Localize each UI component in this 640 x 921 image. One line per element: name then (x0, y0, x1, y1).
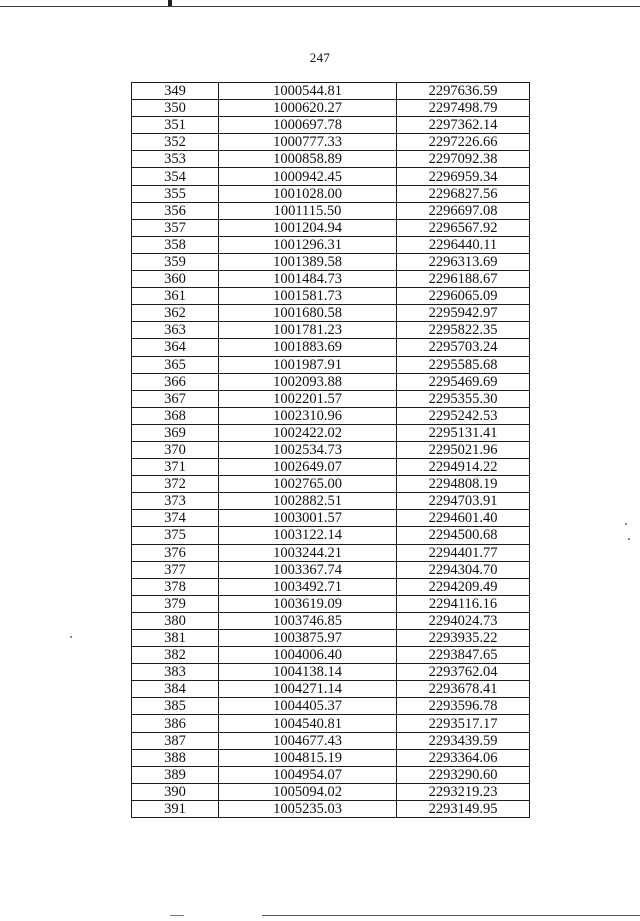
scan-mark (168, 0, 172, 6)
x-coordinate-cell: 1003244.21 (219, 544, 397, 561)
y-coordinate-cell: 2294024.73 (397, 612, 530, 629)
table-row (132, 373, 530, 390)
point-number-cell: 357 (132, 219, 219, 236)
scan-speck (628, 538, 630, 540)
scan-bottom-edge-line (262, 915, 640, 916)
coordinate-table (131, 82, 530, 818)
point-number-cell: 361 (132, 288, 219, 305)
x-coordinate-cell: 1003875.97 (219, 630, 397, 647)
scan-top-edge-line (0, 6, 640, 7)
point-number-cell: 378 (132, 578, 219, 595)
point-number-cell: 385 (132, 698, 219, 715)
x-coordinate-cell: 1000858.89 (219, 151, 397, 168)
x-coordinate-cell: 1003492.71 (219, 578, 397, 595)
point-number-cell: 389 (132, 766, 219, 783)
y-coordinate-cell: 2295703.24 (397, 339, 530, 356)
x-coordinate-cell: 1003619.09 (219, 595, 397, 612)
y-coordinate-cell: 2296567.92 (397, 219, 530, 236)
y-coordinate-cell: 2297226.66 (397, 134, 530, 151)
table-row (132, 236, 530, 253)
x-coordinate-cell: 1001680.58 (219, 305, 397, 322)
y-coordinate-cell: 2294808.19 (397, 476, 530, 493)
table-row (132, 715, 530, 732)
point-number-cell: 376 (132, 544, 219, 561)
table-row (132, 305, 530, 322)
y-coordinate-cell: 2296959.34 (397, 168, 530, 185)
x-coordinate-cell: 1005094.02 (219, 783, 397, 800)
y-coordinate-cell: 2296827.56 (397, 185, 530, 202)
x-coordinate-cell: 1003746.85 (219, 612, 397, 629)
point-number-cell: 352 (132, 134, 219, 151)
y-coordinate-cell: 2293847.65 (397, 647, 530, 664)
x-coordinate-cell: 1003367.74 (219, 561, 397, 578)
table-row (132, 424, 530, 441)
point-number-cell: 354 (132, 168, 219, 185)
table-row (132, 100, 530, 117)
table-row (132, 800, 530, 817)
point-number-cell: 387 (132, 732, 219, 749)
y-coordinate-cell: 2293149.95 (397, 800, 530, 817)
y-coordinate-cell: 2295585.68 (397, 356, 530, 373)
x-coordinate-cell: 1001781.23 (219, 322, 397, 339)
x-coordinate-cell: 1000777.33 (219, 134, 397, 151)
table-row (132, 527, 530, 544)
x-coordinate-cell: 1002422.02 (219, 424, 397, 441)
table-row (132, 151, 530, 168)
table-row (132, 783, 530, 800)
point-number-cell: 353 (132, 151, 219, 168)
y-coordinate-cell: 2295242.53 (397, 407, 530, 424)
point-number-cell: 363 (132, 322, 219, 339)
table-row (132, 407, 530, 424)
y-coordinate-cell: 2294500.68 (397, 527, 530, 544)
y-coordinate-cell: 2294116.16 (397, 595, 530, 612)
y-coordinate-cell: 2293596.78 (397, 698, 530, 715)
point-number-cell: 370 (132, 441, 219, 458)
scan-speck (625, 523, 627, 525)
x-coordinate-cell: 1003122.14 (219, 527, 397, 544)
y-coordinate-cell: 2293290.60 (397, 766, 530, 783)
point-number-cell: 372 (132, 476, 219, 493)
table-row (132, 168, 530, 185)
y-coordinate-cell: 2294401.77 (397, 544, 530, 561)
point-number-cell: 379 (132, 595, 219, 612)
page-number: 247 (309, 50, 331, 65)
table-row (132, 271, 530, 288)
y-coordinate-cell: 2295021.96 (397, 441, 530, 458)
point-number-cell: 388 (132, 749, 219, 766)
point-number-cell: 381 (132, 630, 219, 647)
y-coordinate-cell: 2295131.41 (397, 424, 530, 441)
y-coordinate-cell: 2295822.35 (397, 322, 530, 339)
y-coordinate-cell: 2297498.79 (397, 100, 530, 117)
y-coordinate-cell: 2296313.69 (397, 253, 530, 270)
y-coordinate-cell: 2296065.09 (397, 288, 530, 305)
x-coordinate-cell: 1002310.96 (219, 407, 397, 424)
table-row (132, 476, 530, 493)
point-number-cell: 351 (132, 117, 219, 134)
x-coordinate-cell: 1003001.57 (219, 510, 397, 527)
point-number-cell: 375 (132, 527, 219, 544)
x-coordinate-cell: 1001389.58 (219, 253, 397, 270)
y-coordinate-cell: 2293517.17 (397, 715, 530, 732)
scan-speck (70, 636, 72, 638)
table-row (132, 612, 530, 629)
table-row (132, 202, 530, 219)
x-coordinate-cell: 1002765.00 (219, 476, 397, 493)
x-coordinate-cell: 1004006.40 (219, 647, 397, 664)
table-row (132, 664, 530, 681)
y-coordinate-cell: 2293219.23 (397, 783, 530, 800)
point-number-cell: 373 (132, 493, 219, 510)
table-row (132, 219, 530, 236)
x-coordinate-cell: 1002093.88 (219, 373, 397, 390)
table-row (132, 493, 530, 510)
table-row (132, 766, 530, 783)
point-number-cell: 366 (132, 373, 219, 390)
x-coordinate-cell: 1004271.14 (219, 681, 397, 698)
y-coordinate-cell: 2294914.22 (397, 459, 530, 476)
point-number-cell: 390 (132, 783, 219, 800)
y-coordinate-cell: 2297092.38 (397, 151, 530, 168)
x-coordinate-cell: 1001883.69 (219, 339, 397, 356)
point-number-cell: 374 (132, 510, 219, 527)
point-number-cell: 355 (132, 185, 219, 202)
scan-bottom-edge-line (170, 915, 184, 916)
point-number-cell: 384 (132, 681, 219, 698)
y-coordinate-cell: 2296188.67 (397, 271, 530, 288)
coordinate-table-body (132, 83, 530, 818)
table-row (132, 83, 530, 100)
y-coordinate-cell: 2293364.06 (397, 749, 530, 766)
y-coordinate-cell: 2294304.70 (397, 561, 530, 578)
table-row (132, 647, 530, 664)
y-coordinate-cell: 2293762.04 (397, 664, 530, 681)
point-number-cell: 371 (132, 459, 219, 476)
table-row (132, 459, 530, 476)
table-row (132, 544, 530, 561)
x-coordinate-cell: 1001484.73 (219, 271, 397, 288)
point-number-cell: 391 (132, 800, 219, 817)
y-coordinate-cell: 2296697.08 (397, 202, 530, 219)
y-coordinate-cell: 2296440.11 (397, 236, 530, 253)
x-coordinate-cell: 1002534.73 (219, 441, 397, 458)
x-coordinate-cell: 1001028.00 (219, 185, 397, 202)
x-coordinate-cell: 1004815.19 (219, 749, 397, 766)
point-number-cell: 380 (132, 612, 219, 629)
table-row (132, 117, 530, 134)
y-coordinate-cell: 2295942.97 (397, 305, 530, 322)
point-number-cell: 365 (132, 356, 219, 373)
y-coordinate-cell: 2294209.49 (397, 578, 530, 595)
y-coordinate-cell: 2293935.22 (397, 630, 530, 647)
point-number-cell: 367 (132, 390, 219, 407)
table-row (132, 356, 530, 373)
point-number-cell: 364 (132, 339, 219, 356)
x-coordinate-cell: 1004138.14 (219, 664, 397, 681)
table-row (132, 185, 530, 202)
x-coordinate-cell: 1000697.78 (219, 117, 397, 134)
point-number-cell: 386 (132, 715, 219, 732)
table-row (132, 339, 530, 356)
x-coordinate-cell: 1004954.07 (219, 766, 397, 783)
y-coordinate-cell: 2293678.41 (397, 681, 530, 698)
table-row (132, 134, 530, 151)
table-row (132, 441, 530, 458)
point-number-cell: 358 (132, 236, 219, 253)
point-number-cell: 360 (132, 271, 219, 288)
x-coordinate-cell: 1002649.07 (219, 459, 397, 476)
table-row (132, 510, 530, 527)
point-number-cell: 349 (132, 83, 219, 100)
x-coordinate-cell: 1001987.91 (219, 356, 397, 373)
table-row (132, 681, 530, 698)
point-number-cell: 359 (132, 253, 219, 270)
table-row (132, 578, 530, 595)
point-number-cell: 369 (132, 424, 219, 441)
x-coordinate-cell: 1001581.73 (219, 288, 397, 305)
table-row (132, 698, 530, 715)
y-coordinate-cell: 2297636.59 (397, 83, 530, 100)
x-coordinate-cell: 1000620.27 (219, 100, 397, 117)
point-number-cell: 377 (132, 561, 219, 578)
y-coordinate-cell: 2295469.69 (397, 373, 530, 390)
point-number-cell: 356 (132, 202, 219, 219)
x-coordinate-cell: 1000942.45 (219, 168, 397, 185)
x-coordinate-cell: 1001115.50 (219, 202, 397, 219)
x-coordinate-cell: 1001296.31 (219, 236, 397, 253)
y-coordinate-cell: 2293439.59 (397, 732, 530, 749)
table-row (132, 595, 530, 612)
point-number-cell: 382 (132, 647, 219, 664)
x-coordinate-cell: 1004540.81 (219, 715, 397, 732)
y-coordinate-cell: 2294601.40 (397, 510, 530, 527)
point-number-cell: 368 (132, 407, 219, 424)
table-row (132, 390, 530, 407)
table-row (132, 749, 530, 766)
point-number-cell: 350 (132, 100, 219, 117)
table-row (132, 288, 530, 305)
table-row (132, 322, 530, 339)
table-row (132, 561, 530, 578)
x-coordinate-cell: 1001204.94 (219, 219, 397, 236)
y-coordinate-cell: 2294703.91 (397, 493, 530, 510)
x-coordinate-cell: 1002201.57 (219, 390, 397, 407)
table-row (132, 732, 530, 749)
table-row (132, 630, 530, 647)
point-number-cell: 383 (132, 664, 219, 681)
y-coordinate-cell: 2295355.30 (397, 390, 530, 407)
x-coordinate-cell: 1000544.81 (219, 83, 397, 100)
x-coordinate-cell: 1004677.43 (219, 732, 397, 749)
y-coordinate-cell: 2297362.14 (397, 117, 530, 134)
x-coordinate-cell: 1002882.51 (219, 493, 397, 510)
table-row (132, 253, 530, 270)
point-number-cell: 362 (132, 305, 219, 322)
x-coordinate-cell: 1005235.03 (219, 800, 397, 817)
x-coordinate-cell: 1004405.37 (219, 698, 397, 715)
